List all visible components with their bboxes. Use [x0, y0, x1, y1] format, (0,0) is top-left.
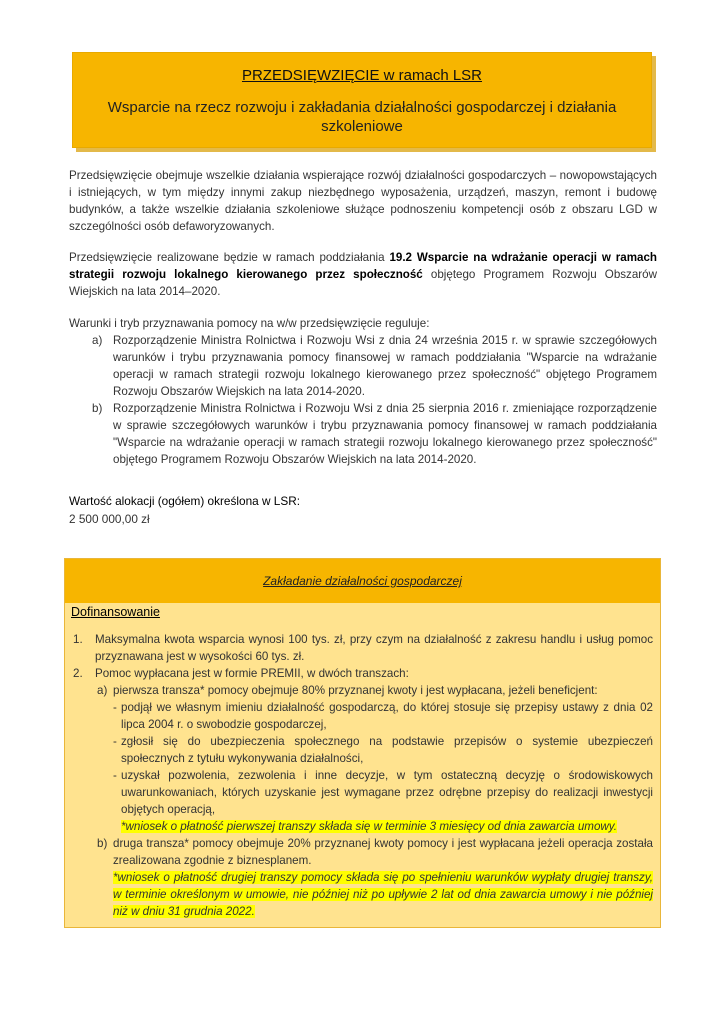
- condition-mark: -: [113, 701, 117, 714]
- box-header: [65, 559, 660, 603]
- regulations-list: [92, 332, 657, 468]
- condition-item: [73, 767, 653, 818]
- funding-item-text: Maksymalna kwota wsparcia wynosi 100 tys. zł, przy czym na działalność z zakresu handlu i usług pomoc przyznawana jest w wysokości 60 tys. zł.: [95, 633, 653, 663]
- regulations-intro: Warunki i tryb przyznawania pomocy na w/w przedsięwzięcie reguluje:: [69, 317, 430, 330]
- regulation-label: a): [92, 334, 103, 347]
- condition-mark: -: [113, 769, 117, 782]
- regulation-text: Rozporządzenie Ministra Rolnictwa i Rozwoju Wsi z dnia 25 sierpnia 2016 r. zmieniające rozporządzenie w sprawie szczegółowych warunków i trybu przyznawania pomocy finansowej w ramach poddziałania "Wsparcie na wdrażanie operacji w ramach strategii rozwoju lokalnego kierowanego przez społeczność" objętego Programem Rozwoju Obszarów Wiejskich na lata 2014-2020.: [113, 402, 657, 466]
- allocation-label: Wartość alokacji (ogółem) określona w LSR:: [69, 494, 300, 508]
- funding-item-text: Pomoc wypłacana jest w formie PREMII, w dwóch transzach:: [95, 667, 409, 680]
- condition-text: podjął we własnym imieniu działalność gospodarczą, do której stosuje się przepisy ustawy z dnia 02 lipca 2004 r. o swobodzie gospodarczej,: [121, 701, 653, 731]
- condition-item: [73, 699, 653, 733]
- measure-text-after: objętego Programem Rozwoju Obszarów Wiejskich na lata 2014–2020.: [69, 268, 657, 298]
- measure-paragraph: [69, 249, 657, 300]
- tranche-text: druga transza* pomocy obejmuje 20% przyznanej kwoty pomocy i jest wypłacana jeżeli operacja została zrealizowana zgodnie z biznesplanem.: [113, 837, 653, 867]
- regulation-item: [92, 332, 657, 400]
- funding-item-number: 1.: [73, 633, 83, 646]
- funding-list: [73, 631, 653, 920]
- tranche-item: [73, 835, 653, 869]
- regulation-text: Rozporządzenie Ministra Rolnictwa i Rozwoju Wsi z dnia 24 września 2015 r. w sprawie szczegółowych warunków i trybu przyznawania pomocy finansowej w ramach poddziałania "Wsparcie na wdrażanie operacji w ramach strategii rozwoju lokalnego kierowanego przez społeczność" objętego Programem Rozwoju Obszarów Wiejskich na lata 2014-2020.: [113, 334, 657, 398]
- regulation-label: b): [92, 402, 103, 415]
- funding-item: [73, 631, 653, 665]
- regulation-item: [92, 400, 657, 468]
- note-first-tranche: *wniosek o płatność pierwszej transzy składa się w terminie 3 miesięcy od dnia zawarcia umowy.: [121, 820, 617, 833]
- header-banner: [72, 52, 652, 148]
- banner-title: PRZEDSIĘWZIĘCIE w ramach LSR: [241, 67, 483, 84]
- condition-item: [73, 733, 653, 767]
- measure-name: 19.2 Wsparcie na wdrażanie operacji w ramach strategii rozwoju lokalnego kierowanego przez społeczność: [69, 251, 657, 281]
- measure-text-before: Przedsięwzięcie realizowane będzie w ramach poddziałania: [69, 251, 390, 264]
- intro-paragraph: Przedsięwzięcie obejmuje wszelkie działania wspierające rozwój działalności gospodarczych – nowopowstających i istniejących, w tym między innymi zakup niezbędnego wyposażenia, urządzeń, maszyn, remont i budowę budynków, a także wszelkie działania szkoleniowe służące podnoszeniu kompetencji osób z obszaru LGD w szczególności osób defaworyzowanych.: [69, 169, 657, 233]
- funding-item-number: 2.: [73, 667, 83, 680]
- note-first-tranche-row: [73, 818, 653, 835]
- condition-mark: -: [113, 735, 117, 748]
- box-title: Dofinansowanie: [71, 605, 160, 619]
- box-header-text: Zakładanie działalności gospodarczej: [263, 574, 462, 588]
- tranche-label: b): [97, 837, 108, 850]
- banner-subtitle: Wsparcie na rzecz rozwoju i zakładania działalności gospodarczej i działania szkoleniowe: [107, 99, 617, 135]
- tranche-text: pierwsza transza* pomocy obejmuje 80% przyznanej kwoty i jest wypłacana, jeżeli beneficjent:: [113, 684, 598, 697]
- allocation-value: 2 500 000,00 zł: [69, 512, 150, 526]
- condition-text: zgłosił się do ubezpieczenia społecznego na podstawie przepisów o systemie ubezpieczeń społecznych z tytułu wykonywania działalności,: [121, 735, 653, 765]
- condition-text: uzyskał pozwolenia, zezwolenia i inne decyzje, w tym ostateczną decyzję o środowiskowych uwarunkowaniach, których uzyskanie jest wymagane przez odrębne przepisy do realizacji inwestycji objętych operacją,: [121, 769, 653, 816]
- tranche-label: a): [97, 684, 108, 697]
- business-start-box: [64, 558, 661, 928]
- tranche-item: [73, 682, 653, 699]
- funding-item: [73, 665, 653, 682]
- note-second-tranche-row: [73, 869, 653, 920]
- note-second-tranche: *wniosek o płatność drugiej transzy pomocy składa się po spełnieniu warunków wypłaty drugiej transzy, w terminie określonym w umowie, nie później niż po upływie 2 lat od dnia zawarcia umowy i nie później niż w dniu 31 grudnia 2022.: [113, 871, 653, 918]
